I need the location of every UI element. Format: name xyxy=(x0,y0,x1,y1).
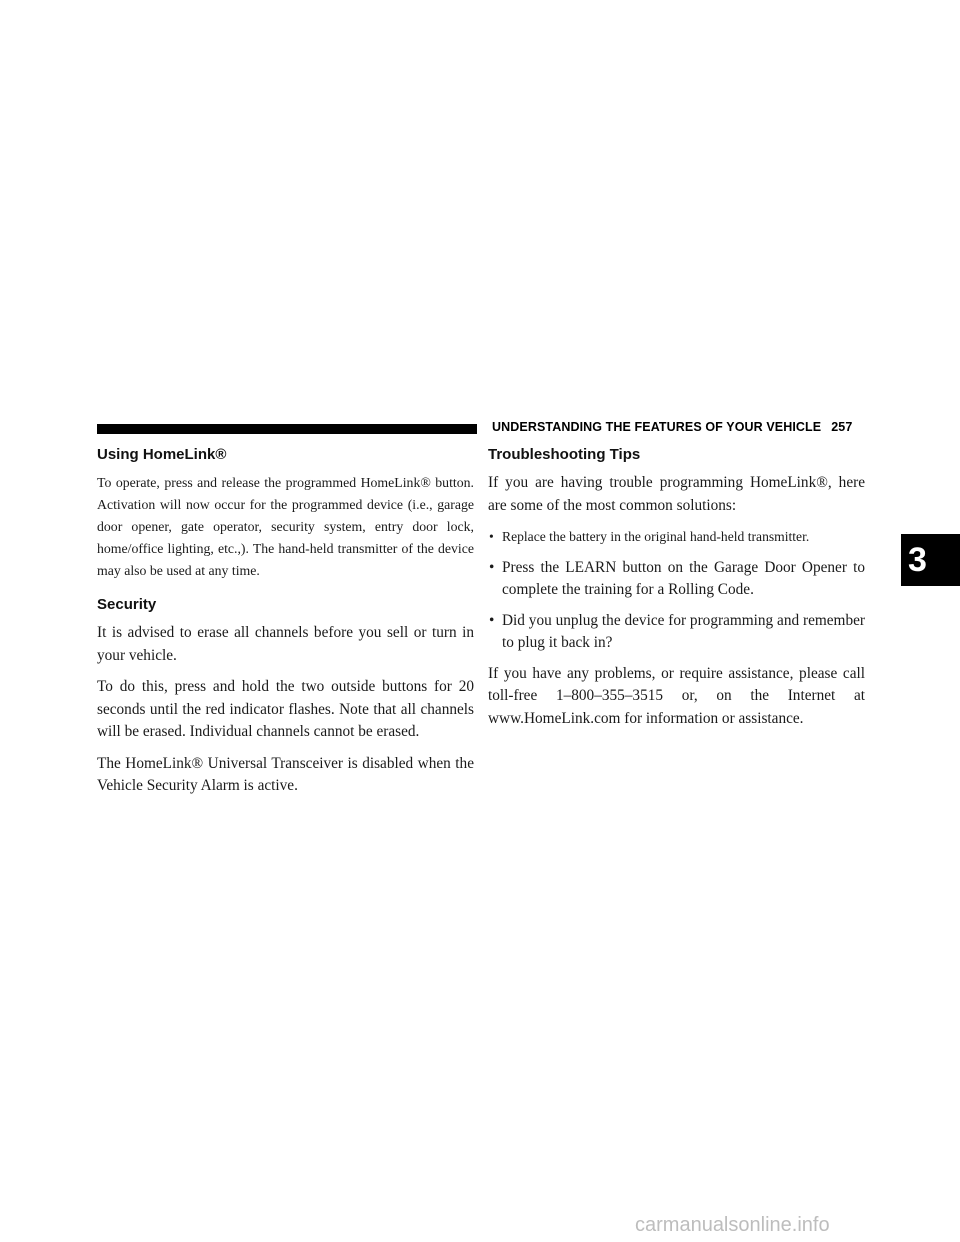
watermark: carmanualsonline.info xyxy=(635,1214,830,1236)
bullet-icon: • xyxy=(489,611,495,629)
troubleshooting-heading: Troubleshooting Tips xyxy=(488,446,641,463)
running-header xyxy=(492,420,852,434)
page-number: 257 xyxy=(831,420,853,434)
tips-list xyxy=(488,526,865,655)
bullet-icon: • xyxy=(489,529,494,544)
tip-text: Replace the battery in the original hand-held transmitter. xyxy=(502,529,810,544)
list-item xyxy=(488,557,865,602)
security-paragraph-2: To do this, press and hold the two outside buttons for 20 seconds until the red indicator flashes. Note that all channels will be erased. Individual channels cannot be erased. xyxy=(97,678,474,740)
security-heading: Security xyxy=(97,596,157,613)
left-column xyxy=(97,444,474,807)
tip-text: Did you unplug the device for programming and remember to plug it back in? xyxy=(502,611,865,651)
troubleshooting-intro: If you are having trouble programming HomeLink®, here are some of the most common solutions: xyxy=(488,474,865,514)
header-rule xyxy=(97,424,477,434)
using-homelink-heading: Using HomeLink® xyxy=(97,446,227,463)
bullet-icon: • xyxy=(489,558,495,576)
section-title: UNDERSTANDING THE FEATURES OF YOUR VEHICLE xyxy=(492,420,822,434)
assistance-paragraph: If you have any problems, or require assistance, please call toll-free 1–800–355–3515 or, on the Internet at www.HomeLink.com for information or assistance. xyxy=(488,664,865,727)
security-paragraph-3: The HomeLink® Universal Transceiver is disabled when the Vehicle Security Alarm is active. xyxy=(97,754,474,794)
security-paragraph-1: It is advised to erase all channels before you sell or turn in your vehicle. xyxy=(97,624,474,664)
right-column xyxy=(488,444,865,739)
list-item xyxy=(488,526,865,549)
chapter-tab: 3 xyxy=(901,534,960,586)
list-item xyxy=(488,610,865,655)
using-homelink-paragraph: To operate, press and release the programmed HomeLink® button. Activation will now occur for the programmed device (i.e., garage door opener, gate operator, security system, entry door lock, home/office lighting, etc.,). The hand-held transmitter of the device may also be used at any time. xyxy=(97,475,474,578)
tip-text: Press the LEARN button on the Garage Door Opener to complete the training for a Rolling Code. xyxy=(502,558,865,598)
